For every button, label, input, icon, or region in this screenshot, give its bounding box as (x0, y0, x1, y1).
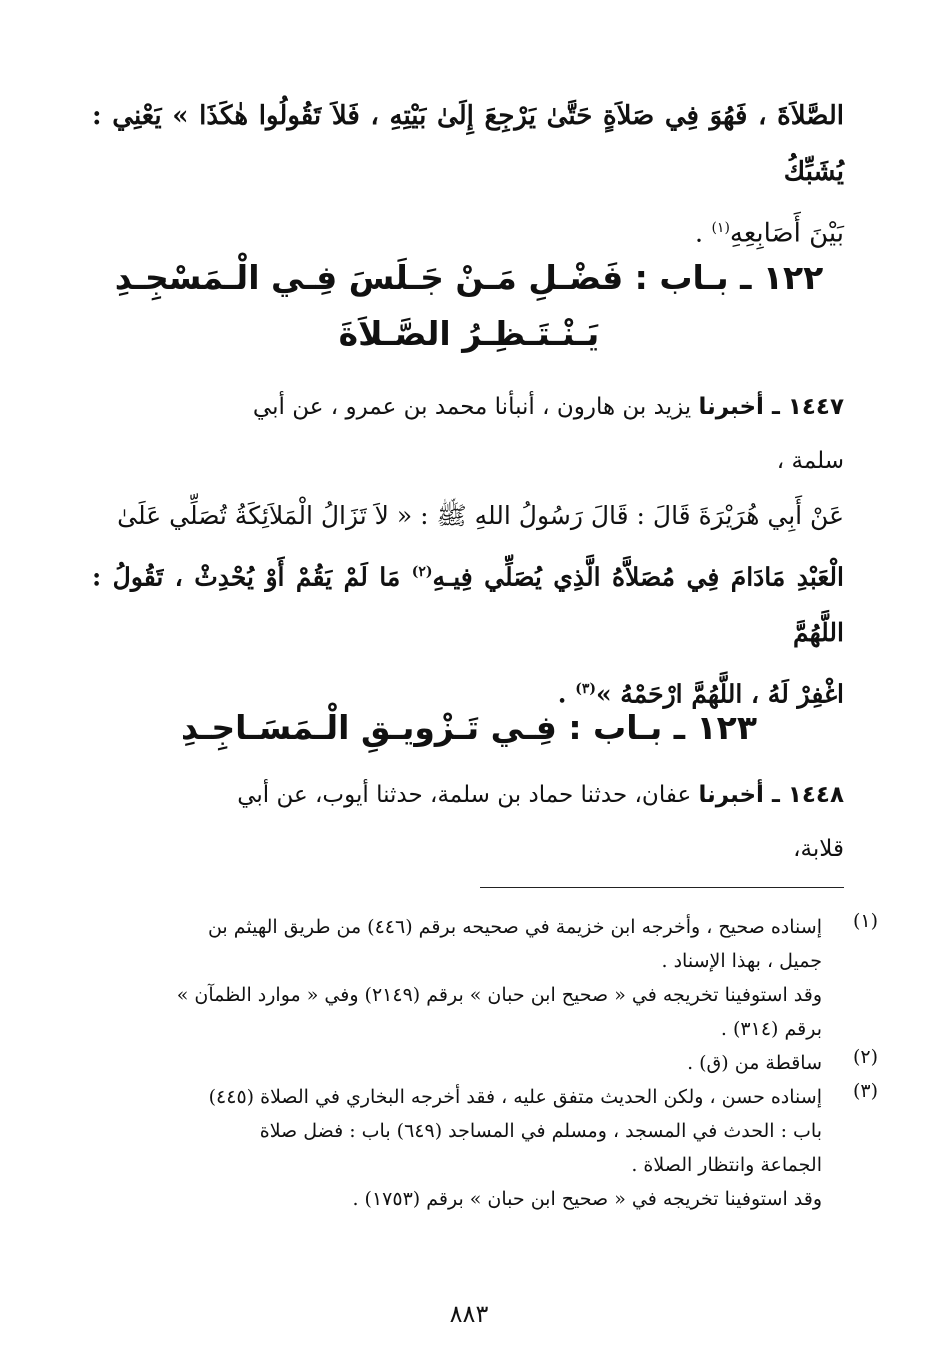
hadith-lead: أخبرنا (698, 394, 764, 420)
footnote-ref-3: (٣) (575, 681, 596, 698)
footnote-ref-1: (١) (711, 220, 730, 236)
intro-text (92, 88, 844, 262)
footnote-text: إسناده حسن ، ولكن الحديث متفق عليه ، فقد أخرجه البخاري في الصلاة (٤٤٥) باب : الحدث في المسجد ، ومسلم في المساجد (٦٤٩) باب : فضل صلاة الجماعة وانتظار الصلاة . وقد استوفينا تخريجه في « صحيح ابن حبان » برقم (١٧٥٣) . (208, 1086, 822, 1210)
footnote-number: (٢) (852, 1046, 878, 1068)
matn-line-2: الْعَبْدِ مَادَامَ فِي مُصَلاَّهُ الَّذِي يُصَلِّي فِيـهِ$^{(٢)}$ مَا لَمْ يَقُمْ أَوْ يُحْدِثْ ، تَقُولُ : اللَّهُمَّ (92, 562, 844, 648)
hadith-1447-matn (92, 488, 844, 723)
footnote-3 (92, 1080, 878, 1216)
hadith-1447-line-1: ١٤٤٧ ـ أخبرنا يزيد بن هارون ، أنبأنا محمد بن عمرو ، عن أبي (252, 394, 844, 420)
hadith-number: ١٤٤٧ ـ (763, 394, 844, 420)
chapter-122-title-line-2: يَـنْـتَـظِـرُ الصَّـلاَةَ (338, 314, 600, 353)
hadith-1448-line-1: ١٤٤٨ ـ أخبرنا عفان، حدثنا حماد بن سلمة، حدثنا أيوب، عن أبي (237, 782, 844, 808)
footnote-number: (١) (852, 910, 878, 932)
hadith-1448-isnad (92, 768, 844, 876)
footnotes (92, 910, 878, 1216)
chapter-122-heading (0, 250, 938, 362)
hadith-1448-line-2: قلابة، (793, 836, 844, 862)
footnote-2 (92, 1046, 878, 1080)
footnote-text: ساقطة من (ق) . (687, 1052, 822, 1074)
footnote-1 (92, 910, 878, 1046)
hadith-1447-line-2: سلمة ، (776, 448, 844, 474)
footnote-divider (480, 887, 844, 888)
chapter-123-heading (0, 700, 938, 756)
matn-line-1: عَنْ أَبِي هُرَيْرَةَ قَالَ : قَالَ رَسُولُ اللهِ ﷺ : « لاَ تَزَالُ الْمَلاَئِكَةُ تُصَلِّي عَلَىٰ (117, 501, 844, 530)
footnote-number: (٣) (852, 1080, 878, 1102)
chapter-122-title-line-1: ١٢٢ ـ بـاب : فَضْـلِ مَـنْ جَـلَسَ فِـي الْـمَسْجِـدِ (114, 258, 824, 297)
hadith-lead: أخبرنا (698, 782, 764, 808)
footnote-text: إسناده صحيح ، وأخرجه ابن خزيمة في صحيحه برقم (٤٤٦) من طريق الهيثم بن جميل ، بهذا الإسناد . وقد استوفينا تخريجه في « صحيح ابن حبان » برقم (٢١٤٩) وفي « موارد الظمآن » برقم (٣١٤) . (176, 916, 822, 1040)
hadith-1447-isnad (92, 380, 844, 488)
page-number: ٨٨٣ (449, 1300, 489, 1328)
hadith-number: ١٤٤٨ ـ (763, 782, 844, 808)
footnote-ref-2: (٢) (411, 564, 433, 580)
matn-line-3: اغْفِرْ لَهُ ، اللَّهُمَّ ارْحَمْهُ »$^{(٣)}$ . (557, 679, 844, 709)
intro-line-1: الصَّلاَةَ ، فَهُوَ فِي صَلاَةٍ حَتَّىٰ يَرْجِعَ إِلَىٰ بَيْتِهِ ، فَلاَ تَقُولُوا هٰكَذَا » يَعْنِي : يُشَبِّكُ (92, 101, 844, 187)
chapter-123-title: ١٢٣ ـ بـاب : فِـي تَـزْويـقِ الْـمَسَـاجِـدِ (181, 708, 757, 747)
intro-line-2: بَيْنَ أَصَابِعِهِ$^{(١)}$ . (694, 218, 844, 249)
